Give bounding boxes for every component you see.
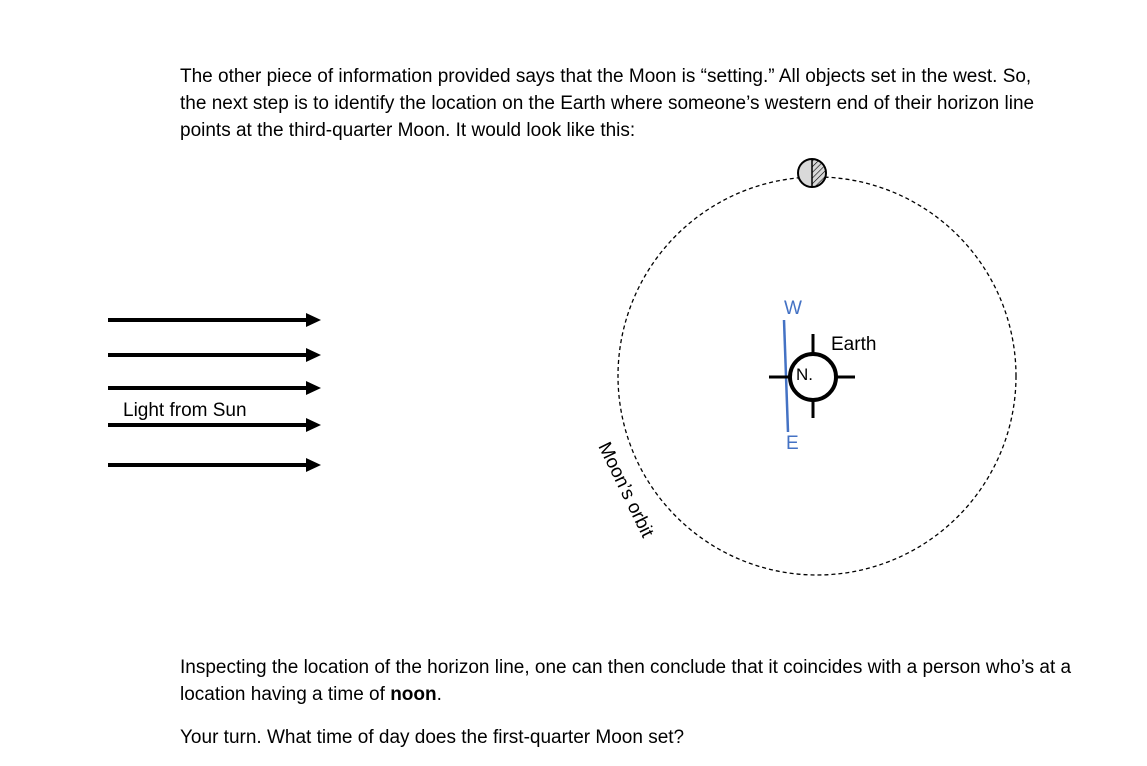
east-label: E <box>786 433 799 454</box>
inspection-paragraph <box>180 654 1080 708</box>
sunlight-arrow <box>108 313 321 327</box>
earth-label: Earth <box>831 334 877 355</box>
inspection-text: Inspecting the location of the horizon line, one can then conclude that it coincides with a person who’s at a location having a time of <box>180 657 1072 705</box>
question-paragraph: Your turn. What time of day does the first-quarter Moon set? <box>180 727 685 748</box>
inspection-period: . <box>436 684 442 705</box>
sunlight-arrows <box>108 313 321 472</box>
sunlight-arrow <box>108 458 321 472</box>
north-pole-label: N. <box>796 365 813 384</box>
third-quarter-moon <box>798 159 826 187</box>
sun-label: Light from Sun <box>123 400 247 421</box>
noon-answer: noon <box>390 684 437 705</box>
sunlight-arrow <box>108 381 321 395</box>
sunlight-arrow <box>108 348 321 362</box>
intro-paragraph: The other piece of information provided says that the Moon is “setting.” All objects set in the west. So, the next step is to identify the location on the Earth where someone’s western end of their horizon line points at the third-quarter Moon. It would look like this: <box>180 66 1035 141</box>
west-label: W <box>784 298 802 319</box>
orbit-label: Moon’s orbit <box>593 438 658 541</box>
